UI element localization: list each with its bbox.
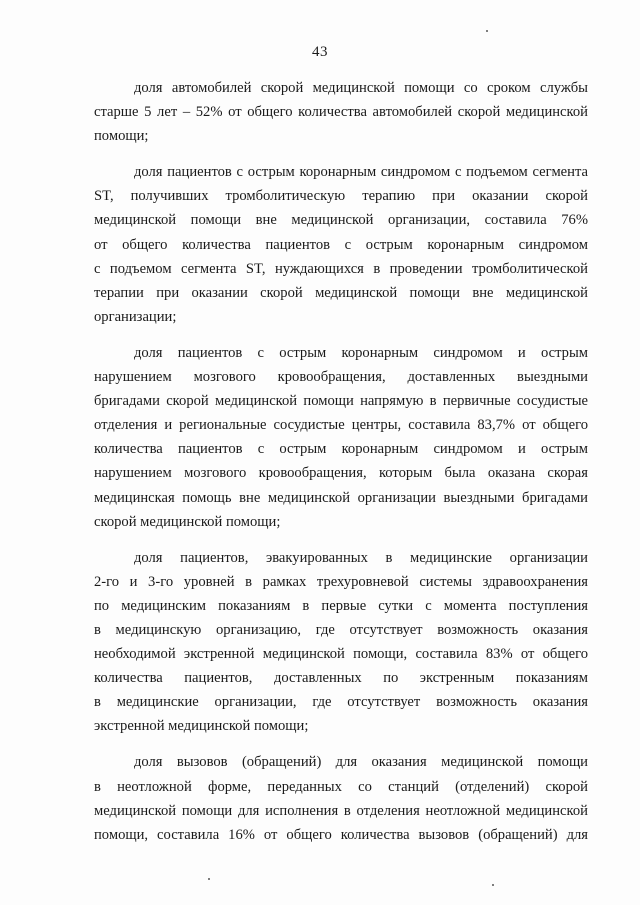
- paragraph-thrombolytic-therapy: [94, 160, 588, 329]
- text-line: количества пациентов с острым коронарным синдромом и острым: [94, 441, 588, 458]
- text-line: отделения и региональные сосудистые центры, составила 83,7% от общего: [94, 417, 588, 434]
- text-line: необходимой экстренной медицинской помощи, составила 83% от общего: [94, 646, 588, 663]
- document-body: [94, 76, 588, 847]
- paragraph-urgent-calls: [94, 750, 588, 846]
- text-line: количества пациентов, доставленных по экстренным показаниям: [94, 670, 588, 687]
- paragraph-evacuated-patients: [94, 546, 588, 739]
- paragraph-vascular-centers: [94, 341, 588, 534]
- text-line: бригадами скорой медицинской помощи напрямую в первичные сосудистые: [94, 393, 588, 410]
- text-line: старше 5 лет – 52% от общего количества автомобилей скорой медицинской: [94, 104, 588, 121]
- text-line: экстренной медицинской помощи;: [94, 718, 309, 735]
- text-line: от общего количества пациентов с острым коронарным синдромом: [94, 236, 588, 253]
- text-line: нарушением мозгового кровообращения, которым была оказана скорая: [94, 465, 588, 482]
- text-line: доля пациентов, эвакуированных в медицинские организации: [134, 549, 588, 566]
- text-line: доля пациентов с острым коронарным синдромом с подъемом сегмента: [134, 164, 588, 181]
- text-line: 2-го и 3-го уровней в рамках трехуровневой системы здравоохранения: [94, 573, 588, 590]
- text-line: организации;: [94, 308, 177, 325]
- text-line: терапии при оказании скорой медицинской помощи вне медицинской: [94, 284, 588, 301]
- scan-speck: [208, 878, 210, 880]
- text-line: ST, получивших тромболитическую терапию при оказании скорой: [94, 188, 588, 205]
- text-line: доля пациентов с острым коронарным синдромом и острым: [134, 344, 588, 361]
- text-line: с подъемом сегмента ST, нуждающихся в проведении тромболитической: [94, 260, 588, 277]
- text-line: в неотложной форме, переданных со станций (отделений) скорой: [94, 778, 588, 795]
- text-line: медицинской помощи для исполнения в отделения неотложной медицинской: [94, 802, 588, 819]
- text-line: доля вызовов (обращений) для оказания медицинской помощи: [134, 754, 588, 771]
- text-line: доля автомобилей скорой медицинской помощи со сроком службы: [134, 80, 588, 96]
- scan-speck: [492, 884, 494, 886]
- text-line: помощи;: [94, 128, 149, 145]
- page-number: 43: [312, 44, 328, 60]
- text-line: скорой медицинской помощи;: [94, 513, 281, 530]
- text-line: нарушением мозгового кровообращения, доставленных выездными: [94, 369, 588, 386]
- paragraph-ambulance-age: [94, 76, 588, 148]
- text-line: в медицинскую организацию, где отсутствует возможность оказания: [94, 621, 588, 638]
- text-line: медицинской помощи вне медицинской организации, составила 76%: [94, 212, 588, 229]
- text-line: в медицинские организации, где отсутствует возможность оказания: [94, 694, 588, 711]
- text-line: помощи, составила 16% от общего количества вызовов (обращений) для: [94, 826, 588, 843]
- text-line: по медицинским показаниям в первые сутки с момента поступления: [94, 597, 588, 614]
- scan-speck: [486, 30, 488, 32]
- text-line: медицинская помощь вне медицинской организации выездными бригадами: [94, 489, 588, 506]
